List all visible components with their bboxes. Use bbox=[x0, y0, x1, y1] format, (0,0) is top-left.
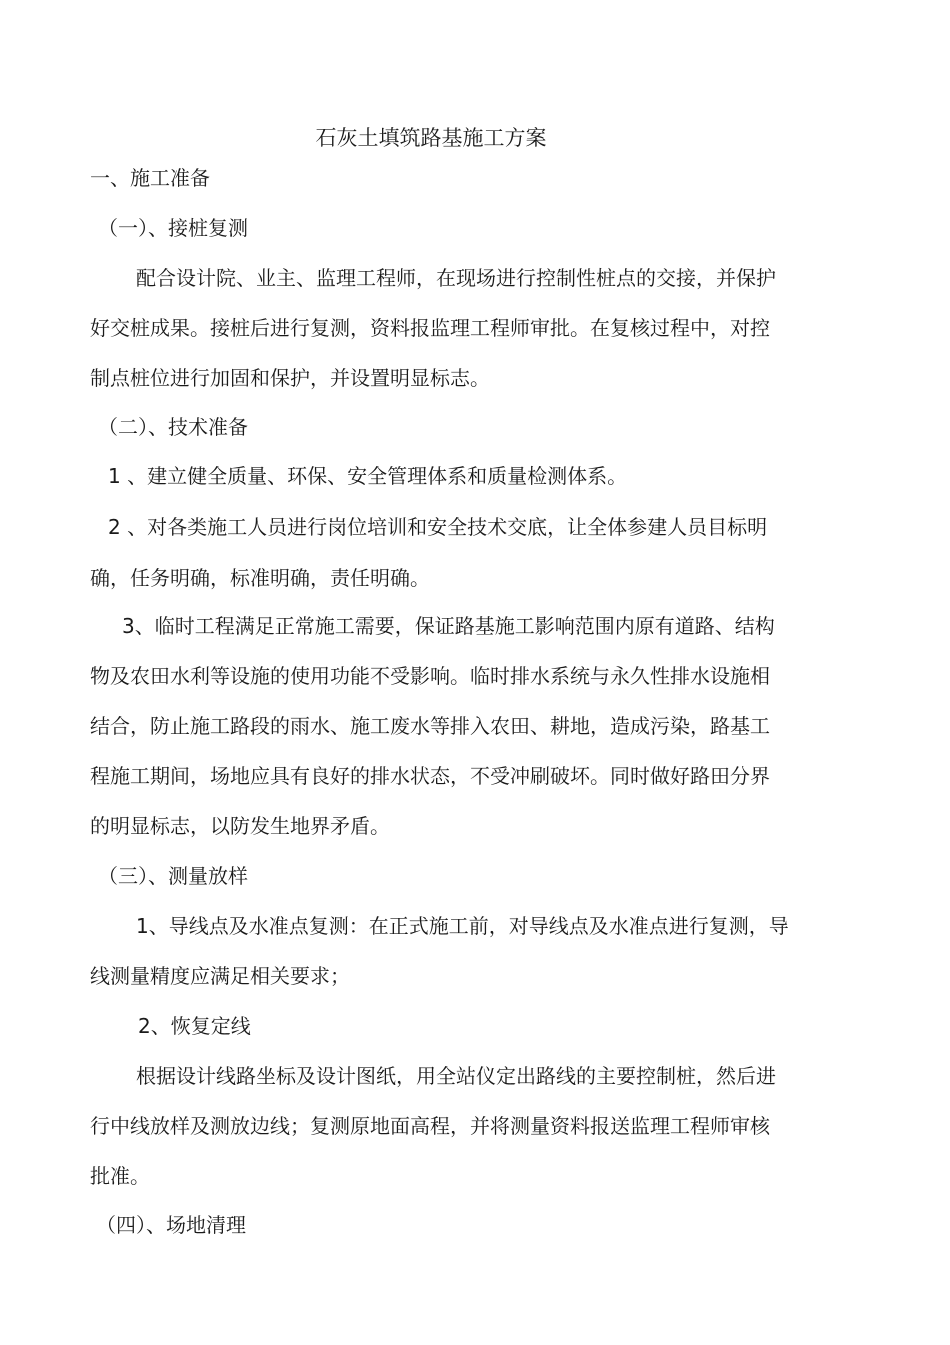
section-heading: 一、施工准备 bbox=[90, 166, 210, 190]
list-item: 3、临时工程满足正常施工需要，保证路基施工影响范围内原有道路、结构 bbox=[122, 614, 775, 638]
list-item: 2 、对各类施工人员进行岗位培训和安全技术交底，让全体参建人员目标明 bbox=[108, 515, 768, 539]
subsection-heading: （二）、技术准备 bbox=[98, 415, 248, 439]
subsection-heading: （一）、接桩复测 bbox=[98, 216, 248, 240]
subsection-heading: （四）、场地清理 bbox=[96, 1213, 246, 1237]
paragraph-line: 根据设计线路坐标及设计图纸，用全站仪定出路线的主要控制桩，然后进 bbox=[136, 1064, 776, 1088]
list-item: 2、恢复定线 bbox=[138, 1014, 251, 1038]
paragraph-line: 行中线放样及测放边线；复测原地面高程，并将测量资料报送监理工程师审核 bbox=[90, 1114, 770, 1138]
paragraph-line: 确，任务明确，标准明确，责任明确。 bbox=[90, 566, 430, 590]
paragraph-line: 的明显标志，以防发生地界矛盾。 bbox=[90, 814, 390, 838]
paragraph-line: 结合，防止施工路段的雨水、施工废水等排入农田、耕地，造成污染，路基工 bbox=[90, 714, 770, 738]
list-item: 1 、建立健全质量、环保、安全管理体系和质量检测体系。 bbox=[108, 464, 628, 488]
paragraph-line: 线测量精度应满足相关要求； bbox=[90, 964, 350, 988]
page-title: 石灰土填筑路基施工方案 bbox=[315, 126, 547, 150]
paragraph-line: 配合设计院、业主、监理工程师，在现场进行控制性桩点的交接，并保护 bbox=[136, 266, 776, 290]
paragraph-line: 好交桩成果。接桩后进行复测，资料报监理工程师审批。在复核过程中，对控 bbox=[90, 316, 770, 340]
paragraph-line: 物及农田水利等设施的使用功能不受影响。临时排水系统与永久性排水设施相 bbox=[90, 664, 770, 688]
paragraph-line: 制点桩位进行加固和保护，并设置明显标志。 bbox=[90, 366, 490, 390]
subsection-heading: （三）、测量放样 bbox=[98, 864, 248, 888]
paragraph-line: 程施工期间，场地应具有良好的排水状态，不受冲刷破坏。同时做好路田分界 bbox=[90, 764, 770, 788]
list-item: 1、导线点及水准点复测：在正式施工前，对导线点及水准点进行复测，导 bbox=[136, 914, 789, 938]
paragraph-line: 批准。 bbox=[90, 1164, 150, 1188]
